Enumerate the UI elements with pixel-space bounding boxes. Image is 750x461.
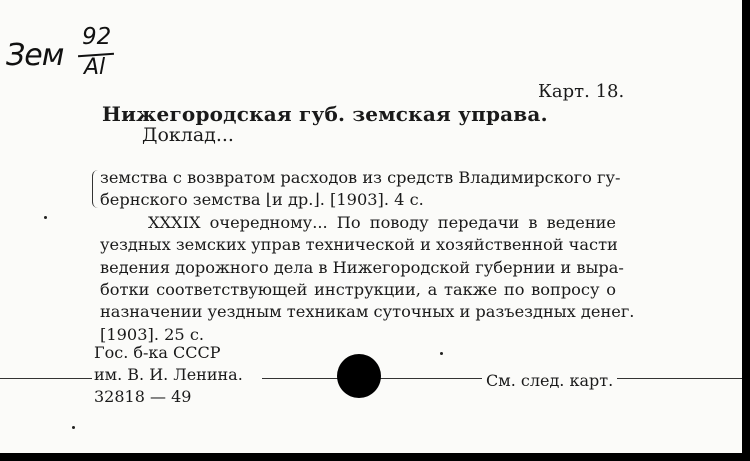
speck-mark [440, 352, 443, 355]
body-line: ведения дорожного дела в Нижегородской губернии и выра- [100, 257, 624, 277]
margin-bracket-mark [92, 170, 99, 208]
bottom-rule-left [0, 378, 92, 379]
body-line: назначении уездным техникам суточных и разъездных денег. [100, 302, 635, 322]
body-line: бернского земства ⌊и др.⌋. [1903]. 4 с. [100, 190, 424, 210]
body-line: уездных земских управ технической и хозяйственной части [100, 235, 618, 255]
body-line: [1903]. 25 с. [100, 324, 205, 344]
library-dedication: им. В. И. Ленина. [94, 365, 243, 384]
library-accession-number: 32818 — 49 [94, 387, 192, 406]
card-heading: Нижегородская губ. земская управа. [102, 102, 548, 126]
library-name: Гос. б-ка СССР [94, 343, 221, 362]
handwritten-numerator: 92 [82, 24, 112, 50]
punch-hole [337, 354, 381, 398]
body-line: XXXIX очередному... По поводу передачи в ведение [148, 212, 616, 232]
body-line: ботки соответствующей инструкции, а также по вопросу о [100, 280, 616, 300]
card-number: Карт. 18. [538, 81, 625, 102]
library-stamp [94, 342, 243, 408]
speck-mark [44, 216, 47, 219]
speck-mark [72, 426, 75, 429]
bottom-rule-right [612, 378, 750, 379]
handwritten-prefix: Зем [6, 38, 64, 73]
card-body [100, 167, 635, 346]
card-subheading: Доклад... [142, 124, 234, 146]
handwritten-denominator: Al [84, 55, 106, 80]
body-line: земства с возвратом расходов из средств Владимирского гу- [100, 168, 621, 187]
see-next-card-note: См. след. карт. [482, 371, 617, 390]
